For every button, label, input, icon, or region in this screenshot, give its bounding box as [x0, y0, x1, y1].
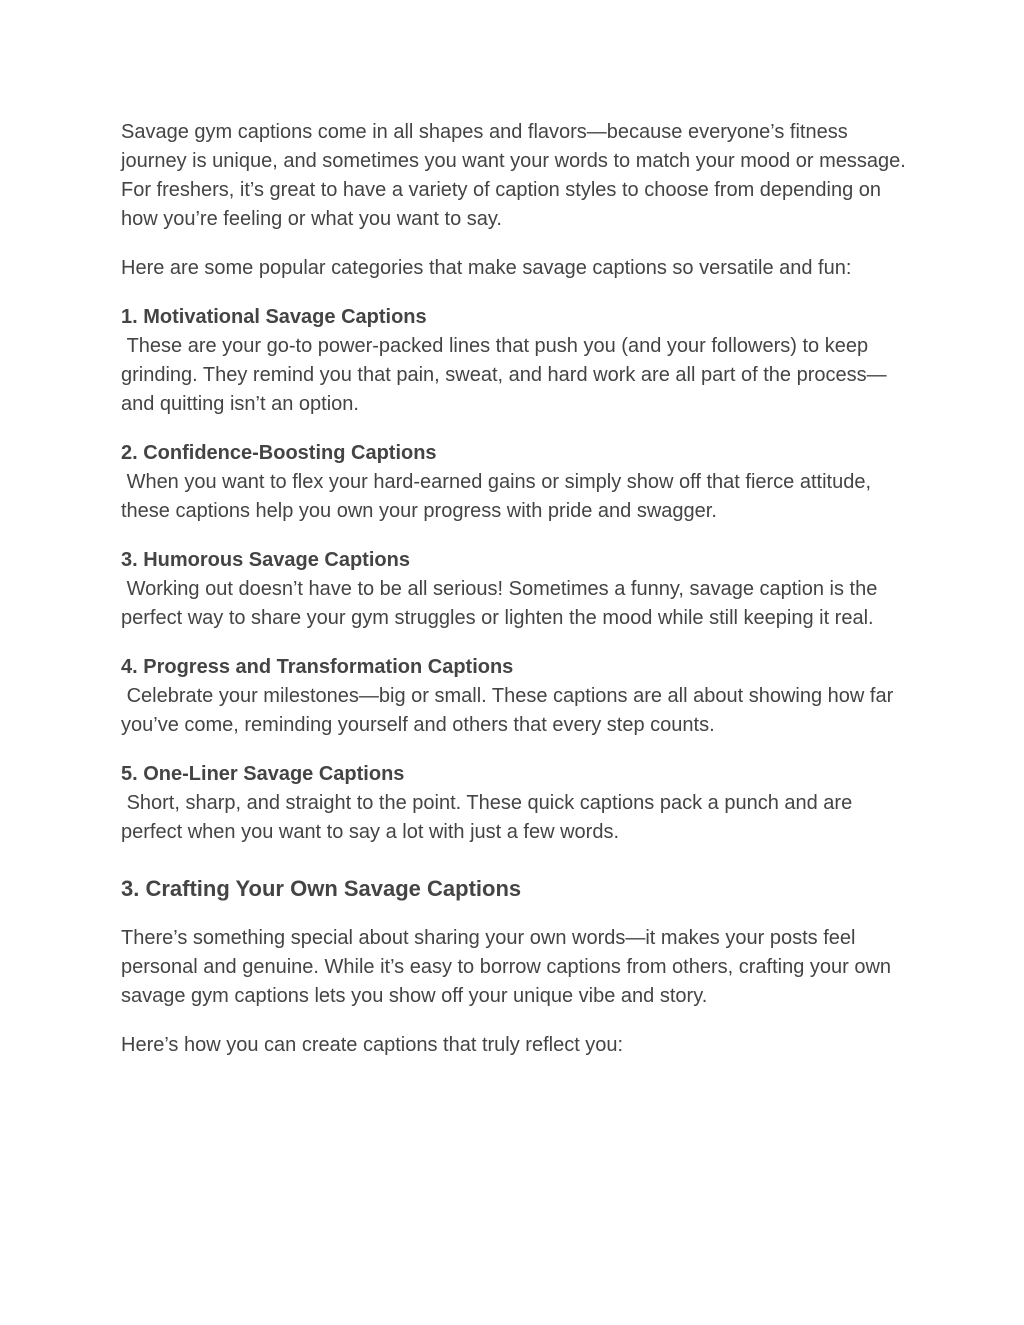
category-description: Celebrate your milestones—big or small. These captions are all about showing how far you’ve come, reminding yourself and others that every step counts.	[121, 685, 899, 736]
category-item	[121, 303, 911, 419]
category-heading: 2. Confidence-Boosting Captions	[121, 442, 437, 464]
section-heading: 3. Crafting Your Own Savage Captions	[121, 876, 522, 901]
category-description: Short, sharp, and straight to the point. These quick captions pack a punch and are perfect when you want to say a lot with just a few words.	[121, 792, 858, 843]
section-paragraph: Here’s how you can create captions that truly reflect you:	[121, 1034, 624, 1056]
category-heading: 5. One-Liner Savage Captions	[121, 763, 405, 785]
category-description: Working out doesn’t have to be all serious! Sometimes a funny, savage caption is the perfect way to share your gym struggles or lighten the mood while still keeping it real.	[121, 578, 883, 629]
category-description: When you want to flex your hard-earned gains or simply show off that fierce attitude, these captions help you own your progress with pride and swagger.	[121, 471, 877, 522]
category-heading: 3. Humorous Savage Captions	[121, 549, 410, 571]
category-heading: 1. Motivational Savage Captions	[121, 306, 427, 328]
category-heading: 4. Progress and Transformation Captions	[121, 656, 514, 678]
category-item	[121, 546, 911, 633]
category-item	[121, 653, 911, 740]
intro-paragraph: Here are some popular categories that make savage captions so versatile and fun:	[121, 257, 852, 279]
intro-paragraph: Savage gym captions come in all shapes and flavors—because everyone’s fitness journey is unique, and sometimes you want your words to match your mood or message. For freshers, it’s great to have a variety of caption styles to choose from depending on how you’re feeling or what you want to say.	[121, 121, 906, 230]
category-item	[121, 439, 911, 526]
category-item	[121, 760, 911, 847]
section-paragraph: There’s something special about sharing your own words—it makes your posts feel personal and genuine. While it’s easy to borrow captions from others, crafting your own savage gym captions lets you show off your unique vibe and story.	[121, 927, 892, 1007]
category-description: These are your go-to power-packed lines that push you (and your followers) to keep grinding. They remind you that pain, sweat, and hard work are all part of the process—and quitting isn’t an option.	[121, 335, 887, 415]
document-page	[121, 118, 911, 1080]
